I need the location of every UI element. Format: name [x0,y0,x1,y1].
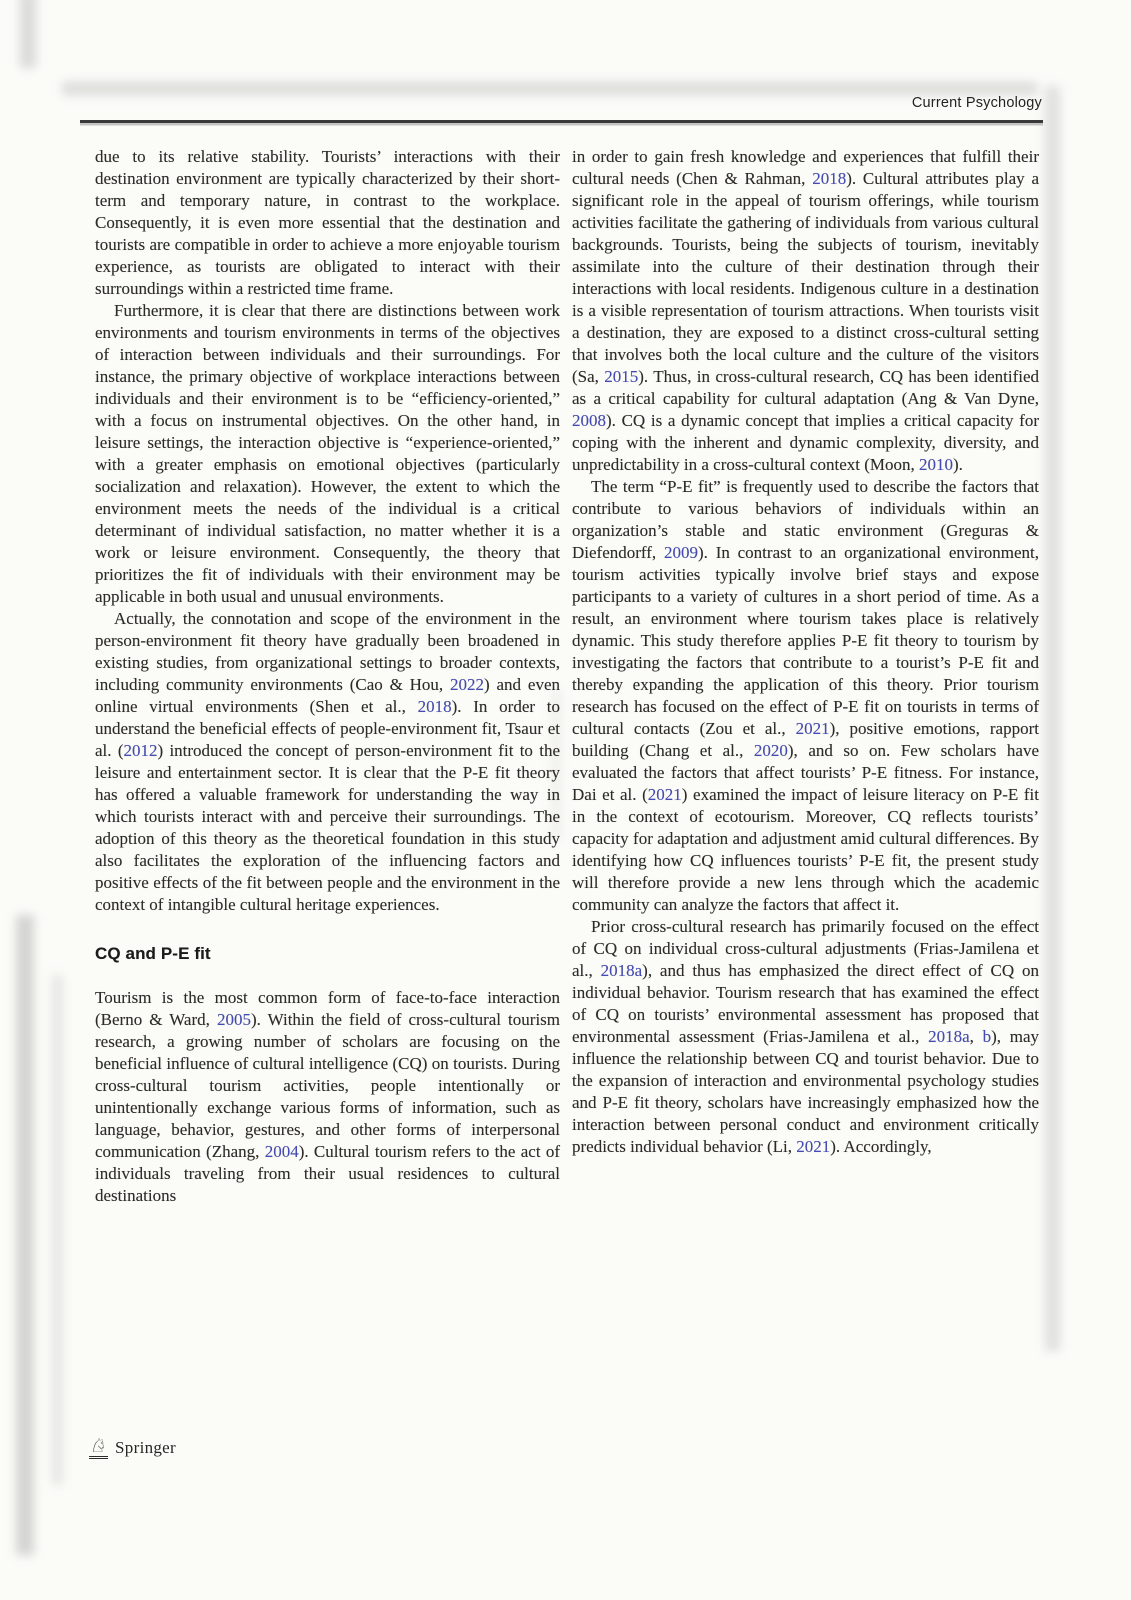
scan-smudge [62,82,1037,95]
paragraph: Prior cross-cultural research has primarily focused on the effect of CQ on individual cross-cultural adjustments (Frias-Jamilena et al., 2018a), and thus has emphasized the direct effect of CQ on individual behavior. Tourism research that has examined the effect of CQ on tourists’ environmental assessment has proposed that environmental assessment (Frias-Jamilena et al., 2018a, b), may influence the relationship between CQ and tourist behavior. Due to the expansion of interaction and environmental psychology studies and P-E fit theory, scholars have increasingly emphasized how the interaction between personal conduct and environment critically predicts individual behavior (Li, 2021). Accordingly, [572,917,1039,1156]
citation-link[interactable]: 2018 [812,169,847,188]
publisher-footer [89,1437,176,1459]
scan-streak [16,915,34,1555]
citation-link[interactable]: 2008 [572,411,606,430]
scan-streak [52,975,63,1485]
citation-link[interactable]: 2010 [919,455,953,474]
column-left [95,146,560,1207]
paragraph: in order to gain fresh knowledge and experiences that fulfill their cultural needs (Chen & Rahman, 2018). Cultural attributes play a significant role in the appeal of tourism offerings, while tourism activities facilitate the gathering of individuals from various cultural backgrounds. Tourists, being the subjects of tourism, inevitably assimilate into the culture of their destination through their interactions with local residents. Indigenous culture in a destination is a visible representation of tourism attractions. When tourists visit a destination, they are exposed to a distinct cross-cultural setting that involves both the local culture and the culture of the visitors (Sa, 2015). Thus, in cross-cultural research, CQ has been identified as a critical capability for cultural adaptation (Ang & Van Dyne, 2008). CQ is a dynamic concept that implies a critical capacity for coping with the inherent and dynamic complexity, diversity, and unpredictability in a cross-cultural context (Moon, 2010). [572,147,1039,474]
section-heading: CQ and P-E fit [95,944,211,963]
journal-header-title: Current Psychology [911,95,1042,111]
scan-streak [1045,86,1060,1351]
paragraph: The term “P-E fit” is frequently used to describe the factors that contribute to various behaviors of individuals within an organization’s stable and static environment (Greguras & Diefendorff, 2009). In contrast to an organizational environment, tourism activities typically involve brief stays and expose participants to a variety of cultures in a short period of time. As a result, an environment where tourism takes place is relatively dynamic. This study therefore applies P-E fit theory to tourism by investigating the factors that contribute to a tourist’s P-E fit and thereby expanding the application of this theory. Prior tourism research has focused on the effect of P-E fit on tourists in terms of cultural contacts (Zou et al., 2021), positive emotions, rapport building (Chang et al., 2020), and so on. Few scholars have evaluated the factors that affect tourists’ P-E fitness. For instance, Dai et al. (2021) examined the impact of leisure literacy on P-E fit in the context of ecotourism. Moreover, CQ reflects tourists’ capacity for adaptation and adjustment amid cultural differences. By identifying how CQ influences tourists’ P-E fit, the present study will therefore provide a new lens through which the academic community can analyze the factors that affect it. [572,477,1039,914]
citation-link[interactable]: 2021 [795,719,830,738]
citation-link[interactable]: 2018a [928,1027,970,1046]
publisher-wordmark: Springer [115,1438,176,1457]
header-rule [80,120,1043,123]
citation-link[interactable]: 2015 [604,367,639,386]
citation-link[interactable]: 2022 [450,675,485,694]
springer-knight-logo-icon: ♘ [90,1435,108,1457]
citation-link[interactable]: 2005 [216,1010,251,1029]
paragraph: due to its relative stability. Tourists’ interactions with their destination environment are typically characterized by their short-term and temporary nature, in contrast to the workplace. Consequently, it is even more essential that the destination and tourists are compatible in order to achieve a more enjoyable tourism experience, as tourists are obligated to interact with their surroundings within a restricted time frame. [95,147,560,298]
citation-link[interactable]: 2004 [264,1142,299,1161]
citation-link[interactable]: 2020 [753,741,788,760]
citation-link[interactable]: 2021 [796,1137,831,1156]
citation-link[interactable]: 2021 [647,785,682,804]
paragraph: Furthermore, it is clear that there are distinctions between work environments and tourism environments in terms of the objectives of interaction between individuals and their surroundings. For instance, the primary objective of workplace interactions between individuals and their environment is to be “efficiency-oriented,” with a focus on instrumental objectives. On the other hand, in leisure settings, the interaction objective is “experience-oriented,” with a greater emphasis on emotional objectives (particularly socialization and relaxation). However, the extent to which the environment meets the needs of the individual is a critical determinant of individual satisfaction, no matter whether it is a work or leisure environment. Consequently, the theory that prioritizes the fit of individuals with their environment may be applicable in both usual and unusual environments. [95,301,560,606]
citation-link[interactable]: 2018 [417,697,452,716]
citation-link[interactable]: 2009 [663,543,698,562]
citation-link[interactable]: b [982,1027,992,1046]
citation-link[interactable]: 2018a [600,961,643,980]
paragraph: Actually, the connotation and scope of the environment in the person-environment fit theory have gradually been broadened in existing studies, from organizational settings to broader contexts, including community environments (Cao & Hou, 2022) and even online virtual environments (Shen et al., 2018). In order to understand the beneficial effects of people-environment fit, Tsaur et al. (2012) introduced the concept of person-environment fit to the leisure and entertainment sector. It is clear that the P-E fit theory has offered a valuable framework for understanding the way in which tourists interact with and perceive their surroundings. The adoption of this theory as the theoretical foundation in this study also facilitates the exploration of the influencing factors and positive effects of the fit between people and the environment in the context of intangible cultural heritage experiences. [95,609,560,914]
citation-link[interactable]: 2012 [123,741,158,760]
scan-smudge [20,0,36,68]
column-right [572,146,1039,1158]
paragraph: Tourism is the most common form of face-to-face interaction (Berno & Ward, 2005). Within the field of cross-cultural tourism research, a growing number of scholars are focusing on the beneficial influence of cultural intelligence (CQ) on tourists. During cross-cultural tourism activities, people intentionally or unintentionally exchange various forms of information, such as language, behavior, gestures, and other forms of interpersonal communication (Zhang, 2004). Cultural tourism refers to the act of individuals traveling from their usual residences to cultural destinations [95,988,561,1205]
